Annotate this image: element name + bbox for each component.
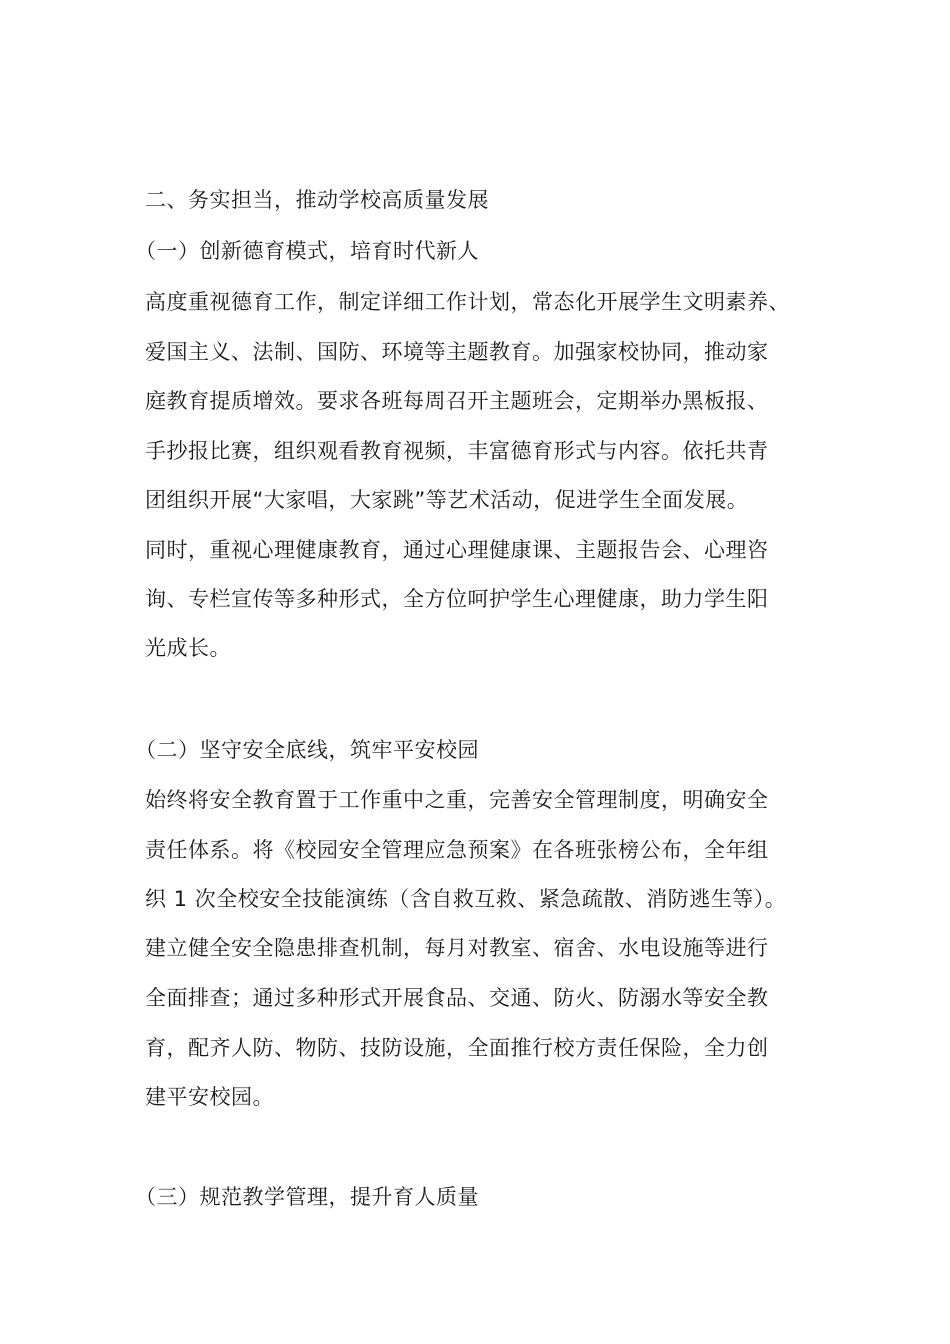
- paragraph-line: 爱国主义、法制、国防、环境等主题教育。加强家校协同，推动家: [145, 340, 769, 364]
- paragraph-line: 育，配齐人防、物防、技防设施，全面推行校方责任保险，全力创: [145, 1036, 769, 1060]
- subsection-title-2: （二）坚守安全底线，筑牢平安校园: [135, 738, 479, 762]
- paragraph-line: 庭教育提质增效。要求各班每周召开主题班会，定期举办黑板报、: [145, 389, 769, 413]
- paragraph-line: 同时，重视心理健康教育，通过心理健康课、主题报告会、心理咨: [145, 538, 769, 562]
- paragraph-line: 始终将安全教育置于工作重中之重，完善安全管理制度，明确安全: [145, 788, 769, 812]
- subsection-title-1: （一）创新德育模式，培育时代新人: [135, 239, 479, 263]
- paragraph-line: 询、专栏宣传等多种形式，全方位呵护学生心理健康，助力学生阳: [145, 587, 769, 611]
- subsection-title-3: （三）规范教学管理，提升育人质量: [135, 1185, 479, 1209]
- section-heading: 二、务实担当，推动学校高质量发展: [145, 188, 489, 212]
- paragraph-line: 建平安校园。: [145, 1085, 274, 1109]
- paragraph-line: 光成长。: [145, 636, 231, 660]
- paragraph-line: 全面排查；通过多种形式开展食品、交通、防火、防溺水等安全教: [145, 986, 769, 1010]
- paragraph-line: 责任体系。将《校园安全管理应急预案》在各班张榜公布，全年组: [145, 838, 769, 862]
- paragraph-line: 建立健全安全隐患排查机制，每月对教室、宿舍、水电设施等进行: [145, 936, 769, 960]
- paragraph-line: 团组织开展“大家唱，大家跳”等艺术活动，促进学生全面发展。: [145, 488, 749, 512]
- paragraph-line: 织 1 次全校安全技能演练（含自救互救、紧急疏散、消防逃生等）。: [145, 887, 787, 911]
- paragraph-line: 高度重视德育工作，制定详细工作计划，常态化开展学生文明素养、: [145, 290, 790, 314]
- paragraph-line: 手抄报比赛，组织观看教育视频，丰富德育形式与内容。依托共青: [145, 439, 769, 463]
